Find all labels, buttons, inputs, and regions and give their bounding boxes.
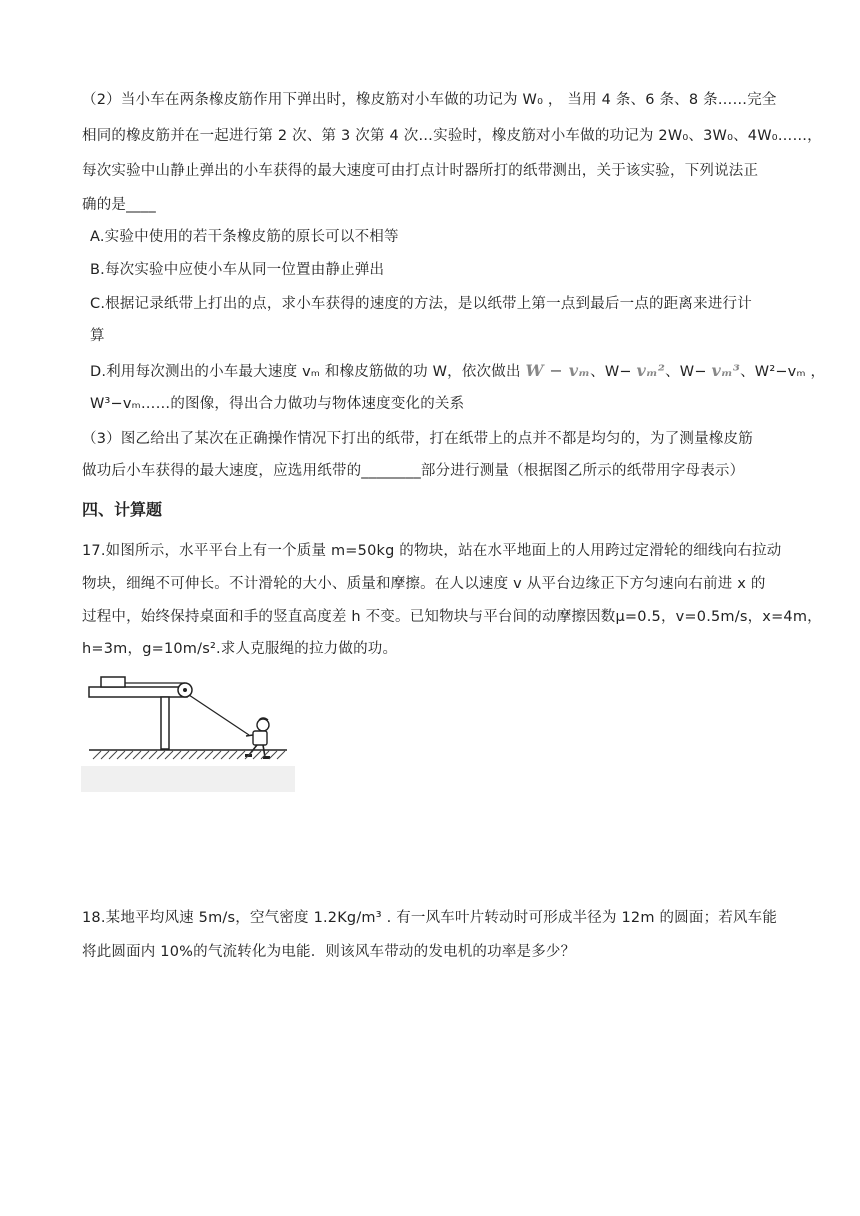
platform-leg: [161, 697, 169, 749]
question-17-line4: h=3m，g=10m/s².求人克服绳的拉力做的功。: [82, 641, 398, 657]
rope-diagonal: [189, 695, 249, 735]
question-18-line1: 18.某地平均风速 5m/s，空气密度 1.2Kg/m³ . 有一风车叶片转动时可形成半径为 12m 的圆面；若风车能: [82, 910, 778, 926]
question-16-part2-line4: 确的是____: [82, 197, 156, 213]
question-17-line3: 过程中，始终保持桌面和手的竖直高度差 h 不变。已知物块与平台间的动摩擦因数μ=0.5，v=0.5m/s，x=4m，: [82, 609, 822, 625]
option-c-line2: 算: [90, 328, 105, 344]
question-16-part2-line1: （2）当小车在两条橡皮筋作用下弹出时，橡皮筋对小车做的功记为 W₀ ， 当用 4 条、6 条、8 条……完全: [82, 92, 777, 108]
figure-shade: [81, 766, 295, 792]
question-18-line2: 将此圆面内 10%的气流转化为电能．则该风车带动的发电机的功率是多少？: [82, 944, 576, 960]
ground-hatching: [93, 751, 285, 759]
section-heading: 四、计算题: [82, 500, 163, 519]
question-16-part2-line2: 相同的橡皮筋并在一起进行第 2 次、第 3 次第 4 次…实验时，橡皮筋对小车做的功记为 2W₀、3W₀、4W₀……，: [82, 128, 822, 144]
option-b: B.每次实验中应使小车从同一位置由静止弹出: [90, 262, 385, 278]
option-d-tail: 、W²−vₘ ，: [740, 364, 826, 380]
platform: [89, 687, 187, 697]
block: [101, 677, 125, 687]
formula-vm-cubed: vₘ³: [711, 361, 741, 380]
question-17-line1: 17.如图所示，水平平台上有一个质量 m=50kg 的物块，站在水平地面上的人用跨过定滑轮的细线向右拉动: [82, 543, 782, 559]
formula-w-vm: W − vₘ: [525, 361, 591, 380]
question-16-part3-line1: （3）图乙给出了某次在正确操作情况下打出的纸带，打在纸带上的点并不都是均匀的，为了测量橡皮筋: [82, 431, 753, 447]
option-a: A.实验中使用的若干条橡皮筋的原长可以不相等: [90, 229, 399, 245]
pulley-axle: [183, 688, 187, 692]
question-17-line2: 物块，细绳不可伸长。不计滑轮的大小、质量和摩擦。在人以速度 v 从平台边缘正下方匀速向右前进 x 的: [82, 576, 766, 592]
formula-vm-squared: vₘ²: [636, 361, 666, 380]
option-d-line2: W³−vₘ……的图像，得出合力做功与物体速度变化的关系: [90, 396, 465, 412]
question-16-part2-line3: 每次实验中山静止弹出的小车获得的最大速度可由打点计时器所打的纸带测出，关于该实验，下列说法正: [82, 163, 759, 179]
pulley-diagram: [81, 673, 295, 792]
option-d-text: D.利用每次测出的小车最大速度 vₘ 和橡皮筋做的功 W，依次做出: [90, 364, 521, 380]
separator: 、W−: [665, 364, 707, 380]
option-c-line1: C.根据记录纸带上打出的点，求小车获得的速度的方法，是以纸带上第一点到最后一点的距离来进行计: [90, 296, 752, 312]
person-icon: [245, 718, 270, 759]
separator: 、W−: [590, 364, 632, 380]
question-16-part3-line2: 做功后小车获得的最大速度，应选用纸带的________部分进行测量（根据图乙所示的纸带用字母表示）: [82, 463, 745, 479]
option-d-line1: [90, 360, 826, 383]
